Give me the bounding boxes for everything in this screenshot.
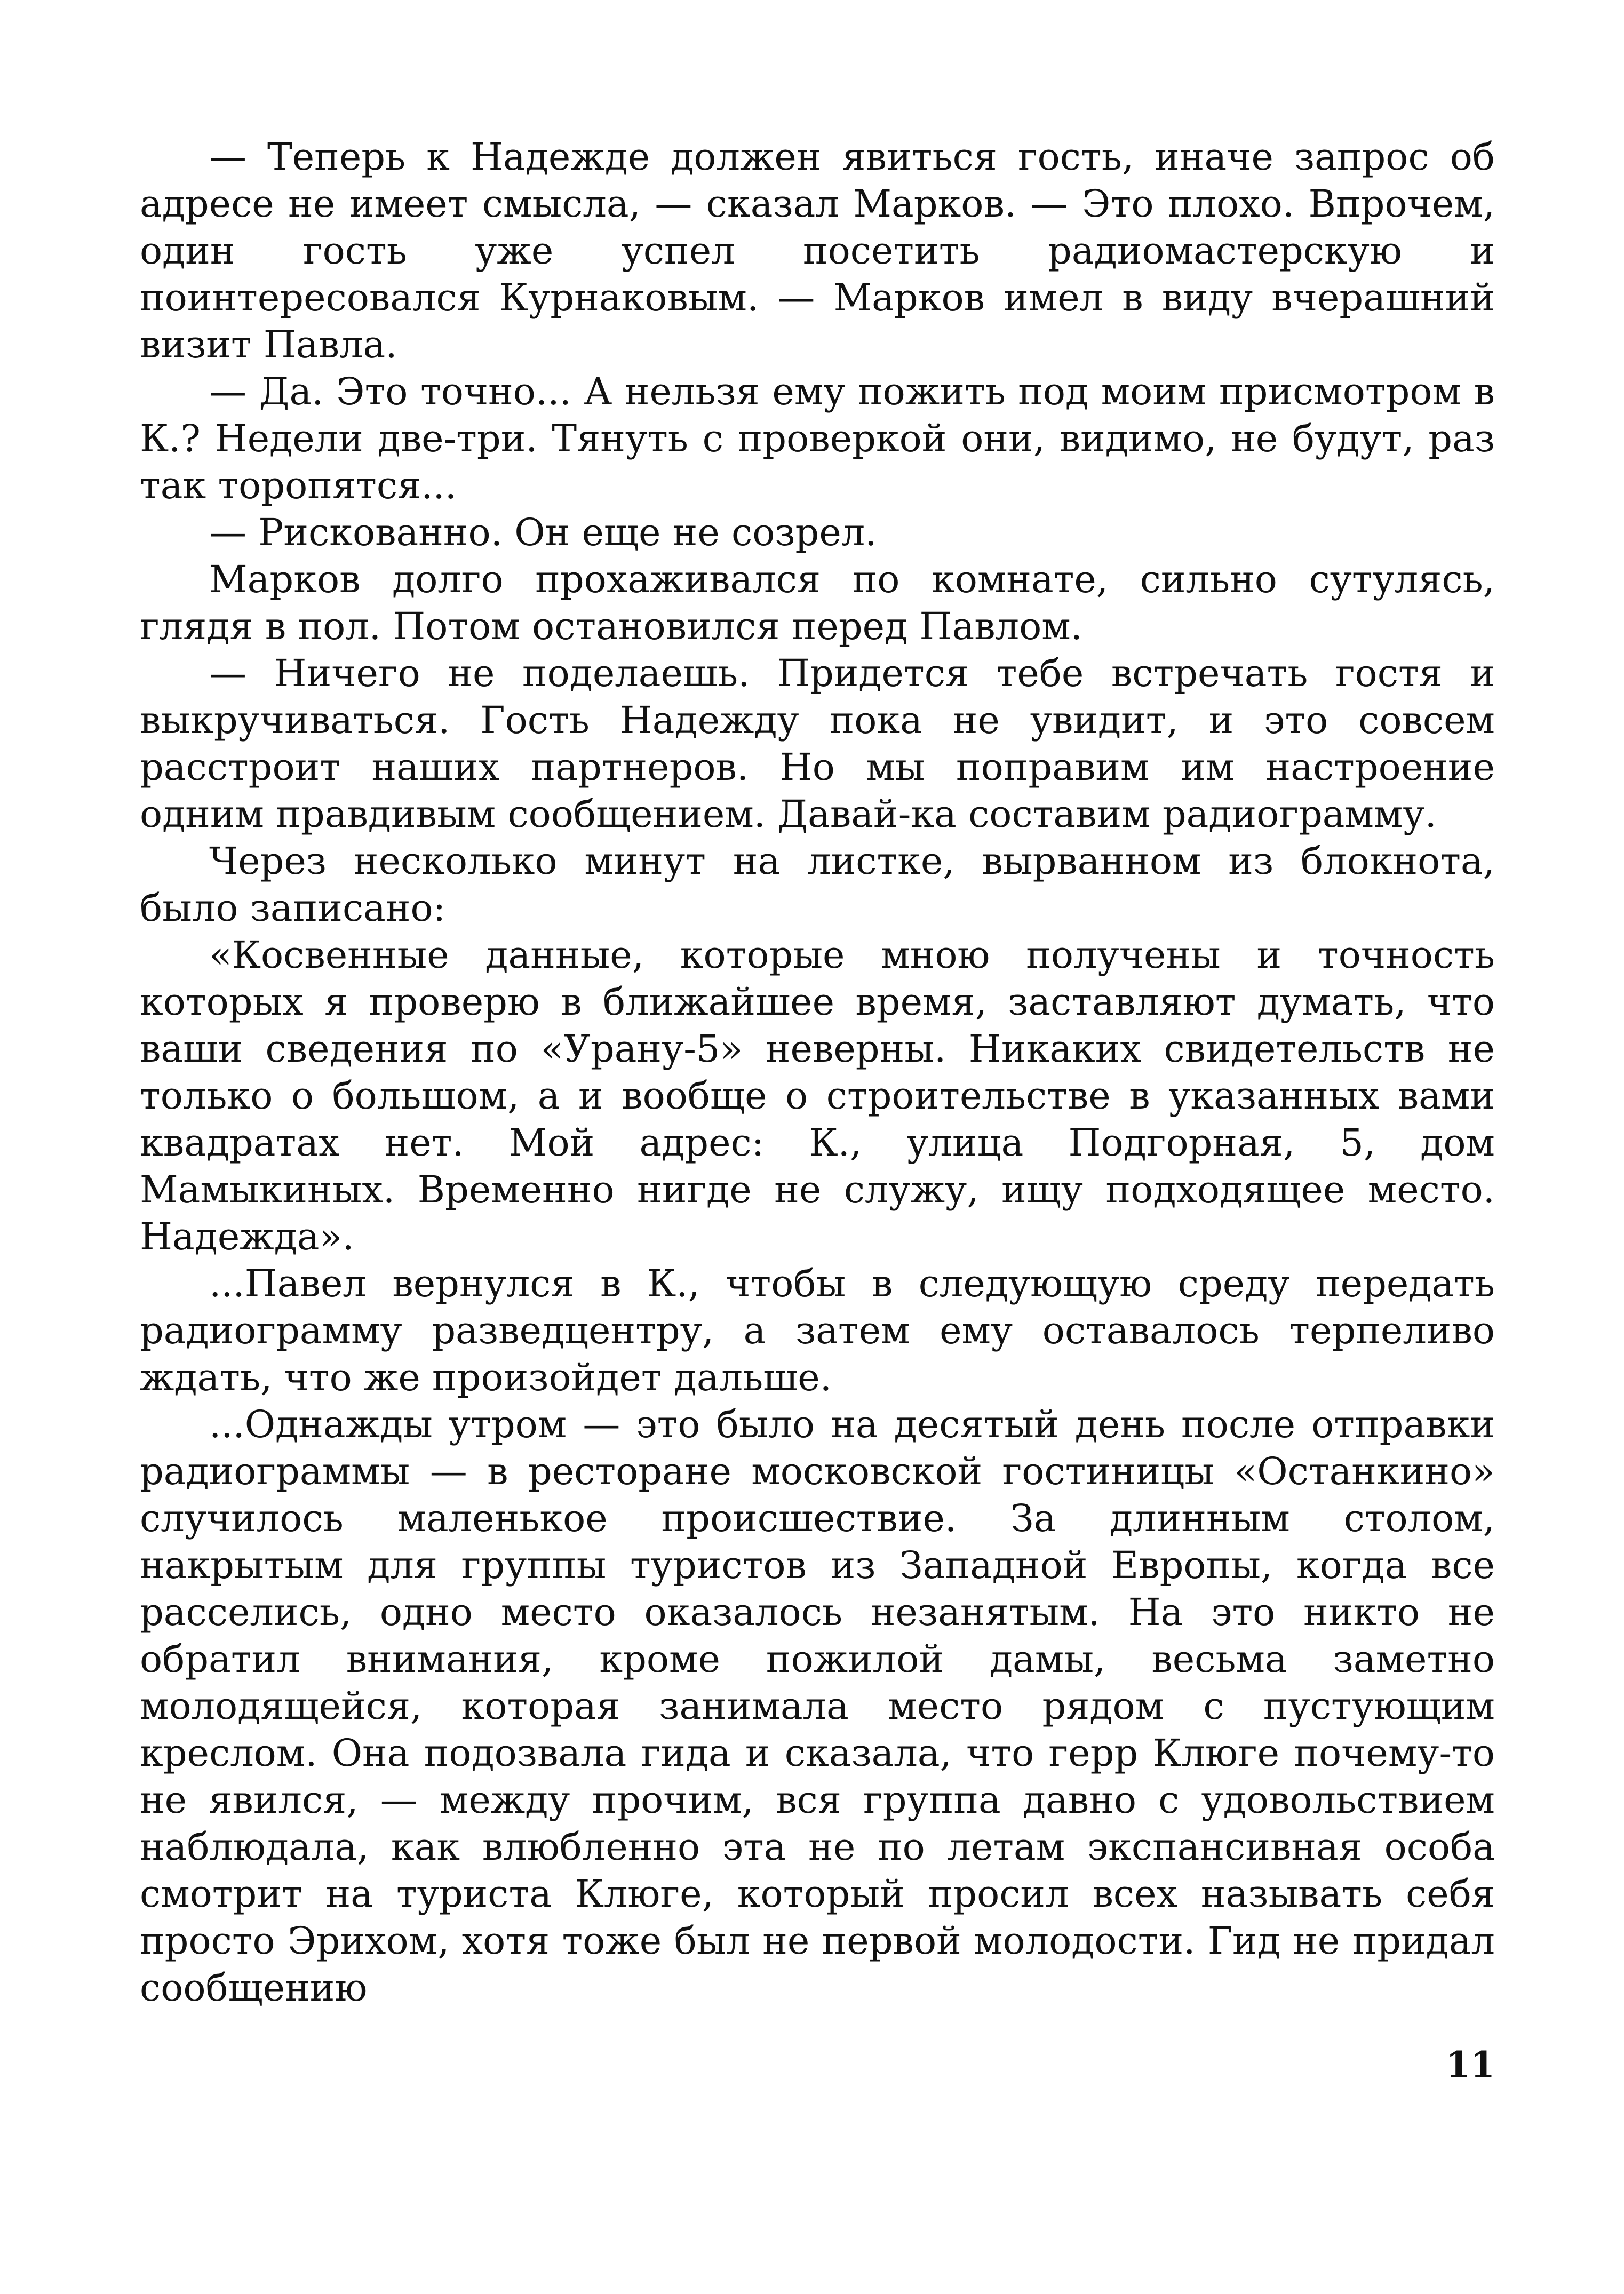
page-number: 11: [1446, 2044, 1495, 2085]
book-page-text: [140, 133, 1495, 2011]
paragraph-6: Через несколько минут на листке, вырванном из блокнота, было записано:: [140, 839, 1495, 930]
paragraph-1: — Теперь к Надежде должен явиться гость, иначе запрос об адресе не имеет смысла, — сказал Марков. — Это плохо. Впрочем, один гость уже успел посетить радиомастерскую и поинтересовался Курнаковым. — Марков имел в виду вчерашний визит Павла.: [140, 135, 1495, 367]
paragraph-9: ...Однажды утром — это было на десятый день после отправки радиограммы — в ресторане московской гостиницы «Останкино» случилось маленькое происшествие. За длинным столом, накрытым для группы туристов из Западной Европы, когда все расселись, одно место оказалось незанятым. На это никто не обратил внимания, кроме пожилой дамы, весьма заметно молодящейся, которая занимала место рядом с пустующим креслом. Она подозвала гида и сказала, что герр Клюге почему-то не явился, — между прочим, вся группа давно с удовольствием наблюдала, как влюбленно эта не по летам экспансивная особа смотрит на туриста Клюге, который просил всех называть себя просто Эрихом, хотя тоже был не первой молодости. Гид не придал сообщению: [140, 1403, 1495, 2010]
paragraph-5: — Ничего не поделаешь. Придется тебе встречать гостя и выкручиваться. Гость Надежду пока не увидит, и это совсем расстроит наших партнеров. Но мы поправим им настроение одним правдивым сообщением. Давай-ка составим радиограмму.: [140, 651, 1495, 836]
paragraph-3: — Рискованно. Он еще не созрел.: [209, 511, 877, 554]
paragraph-8: ...Павел вернулся в К., чтобы в следующую среду передать радиограмму разведцентру, а затем ему оставалось терпеливо ждать, что же произойдет дальше.: [140, 1262, 1495, 1399]
paragraph-2: — Да. Это точно... А нельзя ему пожить под моим присмотром в К.? Недели две-три. Тянуть с проверкой они, видимо, не будут, раз так торопятся...: [140, 370, 1495, 507]
paragraph-7-radiogram: «Косвенные данные, которые мною получены и точность которых я проверю в ближайшее время, заставляют думать, что ваши сведения по «Урану-5» неверны. Никаких свидетельств не только о большом, а и вообще о строительстве в указанных вами квадратах нет. Мой адрес: К., улица Подгорная, 5, дом Мамыкиных. Временно нигде не служу, ищу подходящее место. Надежда».: [140, 933, 1495, 1258]
paragraph-4: Марков долго прохаживался по комнате, сильно сутулясь, глядя в пол. Потом остановился перед Павлом.: [140, 557, 1495, 648]
